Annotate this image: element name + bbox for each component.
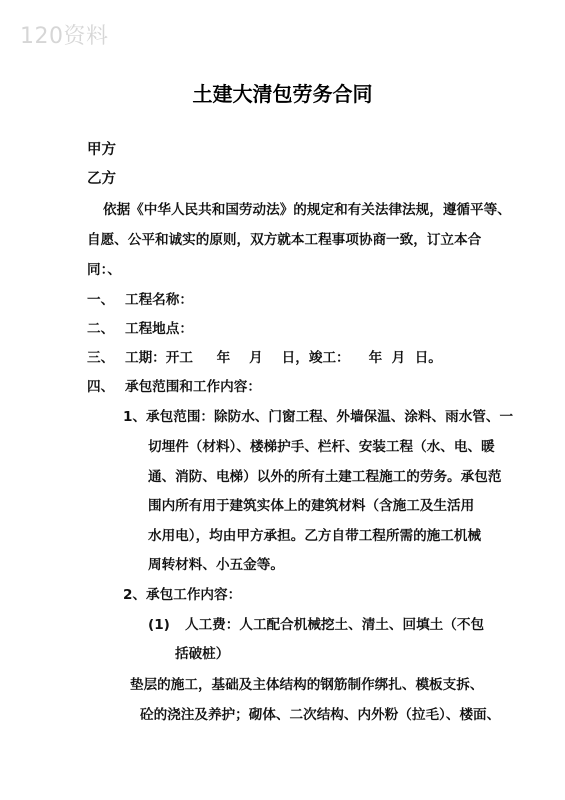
work-item-1-line-1: 人工费：人工配合机械挖土、清土、回填土（不包	[185, 617, 485, 633]
scope-line-4: 围内所有用于建筑实体上的建筑材料（含施工及生活用	[148, 498, 475, 514]
section-4-text: 承包范围和工作内容：	[125, 379, 261, 395]
intro-line-2: 自愿、公平和诚实的原则，双方就本工程事项协商一致，订立本合	[87, 232, 482, 248]
scope-line-1: 1、承包范围：除防水、门窗工程、外墙保温、涂料、雨水管、一	[123, 409, 514, 425]
scope-line-3: 通、消防、电梯）以外的所有土建工程施工的劳务。承包范	[148, 469, 502, 485]
section-3-number: 三、	[87, 350, 115, 366]
section-1-text: 工程名称：	[125, 292, 193, 308]
section-1-number: 一、	[87, 292, 115, 308]
work-item-1-number: (1)	[148, 617, 170, 633]
intro-line-3: 同：、	[87, 262, 121, 278]
work-continuation-line-1: 垫层的施工，基础及主体结构的钢筋制作绑扎、模板支拆、	[130, 677, 484, 693]
section-3-text: 工期：开工 年 月 日，竣工： 年 月 日。	[125, 350, 442, 366]
party-a-label: 甲方	[87, 142, 116, 158]
intro-line-1: 依据《中华人民共和国劳动法》的规定和有关法律法规，遵循平等、	[103, 202, 511, 218]
section-2-number: 二、	[87, 321, 115, 337]
document-title: 土建大清包劳务合同	[192, 82, 373, 106]
scope-line-5: 水用电），均由甲方承担。乙方自带工程所需的施工机械	[148, 528, 482, 544]
watermark: 120资料	[20, 24, 109, 49]
section-4-number: 四、	[87, 379, 115, 395]
scope-line-2: 切埋件（材料）、楼梯护手、栏杆、安装工程（水、电、暖	[148, 439, 495, 455]
work-heading: 2、承包工作内容：	[123, 587, 242, 603]
party-b-label: 乙方	[87, 171, 116, 187]
scope-line-6: 周转材料、小五金等。	[148, 557, 284, 573]
work-item-1-line-2: 括破桩）	[175, 646, 230, 662]
section-2-text: 工程地点：	[125, 321, 193, 337]
work-continuation-line-2: 砼的浇注及养护；砌体、二次结构、内外粉（拉毛）、楼面、	[140, 707, 501, 723]
